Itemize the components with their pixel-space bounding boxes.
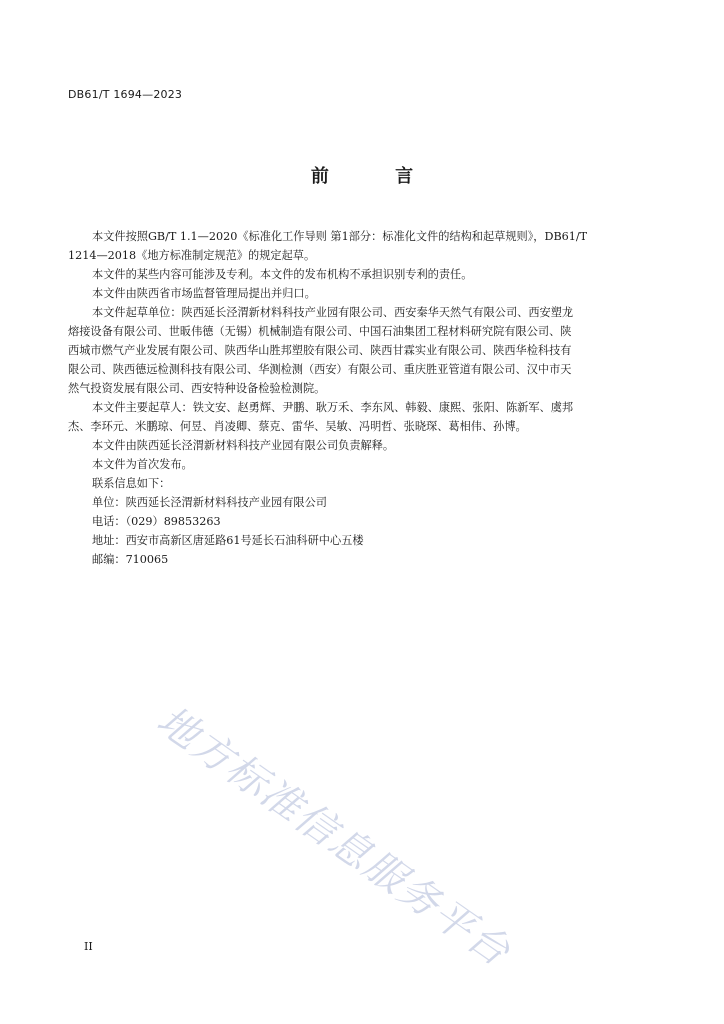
page-title: 前 言: [310, 166, 444, 187]
paragraph-line: 限公司、陕西德远检测科技有限公司、华测检测（西安）有限公司、重庆胜亚管道有限公司、汉中市天: [68, 363, 572, 376]
paragraph-drafting-units: [68, 303, 637, 398]
contact-unit: 单位：陕西延长泾渭新材料科技产业园有限公司: [92, 496, 327, 509]
paragraph-line: 本文件主要起草人：铁文安、赵勇辉、尹鹏、耿万禾、李东风、韩毅、康熙、张阳、陈新军、虞邦: [92, 401, 574, 414]
contact-phone: 电话：（029）89853263: [92, 515, 221, 528]
standard-code: DB61/T 1694—2023: [68, 88, 183, 101]
contact-postcode: 邮编：710065: [92, 553, 169, 566]
paragraph-line: 熔接设备有限公司、世昄伟德（无锡）机械制造有限公司、中国石油集团工程材料研究院有限公司、陕: [68, 325, 572, 338]
paragraph-line: 本文件起草单位：陕西延长泾渭新材料科技产业园有限公司、西安秦华天然气有限公司、西安塑龙: [92, 306, 574, 319]
paragraph-drafting-rules: [68, 227, 637, 265]
paragraph-line: 本文件为首次发布。: [92, 458, 193, 471]
watermark: 地方标准信息服务平台: [148, 697, 519, 976]
paragraph-drafters: [68, 398, 637, 436]
paragraph-line: 本文件由陕西省市场监督管理局提出并归口。: [92, 287, 316, 300]
paragraph-line: 1214—2018《地方标准制定规范》的规定起草。: [68, 249, 316, 262]
paragraph-patent: [92, 265, 637, 284]
foreword-body: [68, 227, 637, 569]
paragraph-line: 杰、李环元、米鹏琼、何昱、肖凌卿、蔡克、雷华、吴敏、冯明哲、张晓琛、葛相伟、孙博。: [68, 420, 527, 433]
paragraph-interpretation: [92, 436, 637, 455]
page-number: II: [84, 940, 93, 953]
paragraph-first-release: [92, 455, 637, 474]
contact-address: 地址：西安市高新区唐延路61号延长石油科研中心五楼: [92, 534, 364, 547]
paragraph-proposer: [92, 284, 637, 303]
contact-intro: 联系信息如下：: [92, 477, 171, 490]
paragraph-line: 西城市燃气产业发展有限公司、陕西华山胜邦塑胶有限公司、陕西甘霖实业有限公司、陕西华检科技有: [68, 344, 572, 357]
paragraph-line: 本文件由陕西延长泾渭新材料科技产业园有限公司负责解释。: [92, 439, 395, 452]
paragraph-line: 本文件按照GB/T 1.1—2020《标准化工作导则 第1部分：标准化文件的结构和起草规则》，DB61/T: [92, 230, 588, 243]
paragraph-line: 本文件的某些内容可能涉及专利。本文件的发布机构不承担识别专利的责任。: [92, 268, 473, 281]
paragraph-line: 然气投资发展有限公司、西安特种设备检验检测院。: [68, 382, 326, 395]
